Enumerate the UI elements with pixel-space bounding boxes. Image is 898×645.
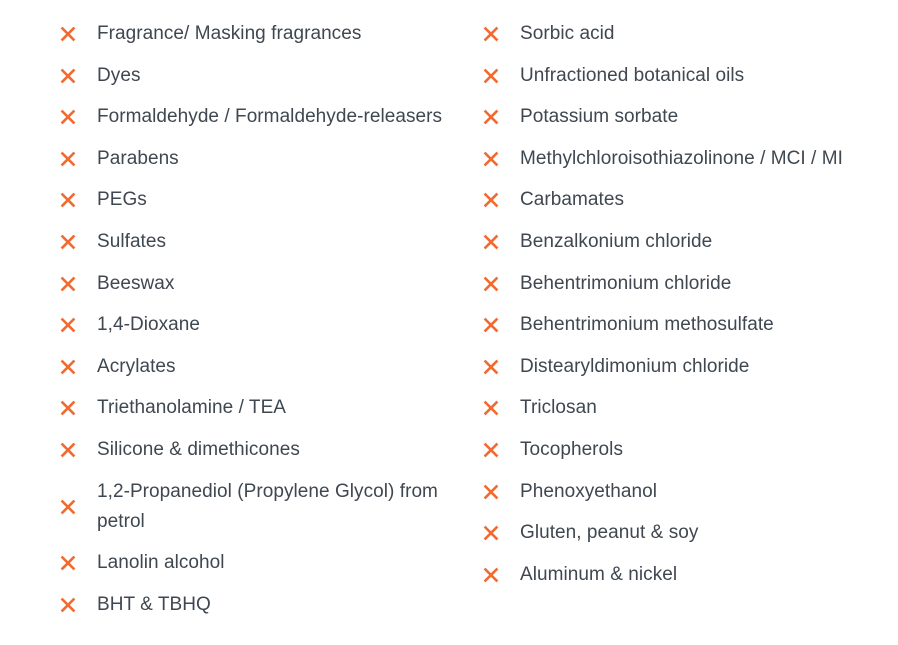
ingredient-list-item xyxy=(483,352,883,382)
ingredient-name: Triethanolamine / TEA xyxy=(97,397,287,419)
x-mark-icon xyxy=(483,442,499,458)
x-mark-icon xyxy=(483,68,499,84)
x-mark-icon xyxy=(483,484,499,500)
ingredient-list-item xyxy=(60,19,460,49)
ingredient-name: Beeswax xyxy=(97,272,175,294)
x-mark-icon xyxy=(483,525,499,541)
ingredient-name: Benzalkonium chloride xyxy=(520,230,713,252)
x-mark-icon xyxy=(483,567,499,583)
x-mark-icon xyxy=(60,26,76,42)
ingredient-name: 1,4-Dioxane xyxy=(97,314,200,336)
ingredient-name: Dyes xyxy=(97,64,141,86)
ingredient-list-item xyxy=(60,185,460,215)
x-mark-icon xyxy=(60,192,76,208)
ingredient-list-item xyxy=(483,185,883,215)
x-mark-icon xyxy=(60,555,76,571)
ingredient-name: Phenoxyethanol xyxy=(520,480,657,502)
ingredient-list-item xyxy=(60,548,460,578)
ingredient-list-item xyxy=(60,310,460,340)
ingredient-name: Unfractioned botanical oils xyxy=(520,64,745,86)
ingredient-list-item xyxy=(60,590,460,620)
x-mark-icon xyxy=(483,151,499,167)
ingredient-list-item xyxy=(483,102,883,132)
x-mark-icon xyxy=(60,109,76,125)
x-mark-icon xyxy=(60,597,76,613)
ingredient-list-item xyxy=(483,144,883,174)
x-mark-icon xyxy=(483,400,499,416)
x-mark-icon xyxy=(483,26,499,42)
ingredient-list-item xyxy=(483,310,883,340)
ingredient-name: Behentrimonium methosulfate xyxy=(520,314,774,336)
ingredient-name: Silicone & dimethicones xyxy=(97,438,300,460)
ingredient-list-item xyxy=(483,477,883,507)
x-mark-icon xyxy=(60,499,76,515)
excluded-ingredients-left-column xyxy=(60,19,460,631)
x-mark-icon xyxy=(60,359,76,375)
ingredient-name: 1,2-Propanediol (Propylene Glycol) from petrol xyxy=(97,480,438,532)
ingredient-list-item xyxy=(483,227,883,257)
ingredient-name: Behentrimonium chloride xyxy=(520,272,732,294)
ingredient-list-item xyxy=(483,560,883,590)
x-mark-icon xyxy=(60,234,76,250)
ingredient-list-item xyxy=(483,435,883,465)
ingredient-list-item xyxy=(60,61,460,91)
ingredient-list-item xyxy=(60,477,460,537)
ingredient-list-item xyxy=(483,19,883,49)
x-mark-icon xyxy=(483,317,499,333)
ingredient-name: Gluten, peanut & soy xyxy=(520,522,699,544)
ingredient-name: Formaldehyde / Formaldehyde-releasers xyxy=(97,106,443,128)
x-mark-icon xyxy=(60,68,76,84)
ingredient-name: Carbamates xyxy=(520,189,624,211)
ingredient-name: Distearyldimonium chloride xyxy=(520,355,750,377)
ingredient-list-item xyxy=(483,61,883,91)
ingredient-list-item xyxy=(60,435,460,465)
x-mark-icon xyxy=(483,234,499,250)
ingredient-list-item xyxy=(60,352,460,382)
x-mark-icon xyxy=(483,359,499,375)
ingredient-name: Methylchloroisothiazolinone / MCI / MI xyxy=(520,147,843,169)
ingredient-name: Parabens xyxy=(97,147,179,169)
x-mark-icon xyxy=(60,276,76,292)
ingredient-list-item xyxy=(60,227,460,257)
ingredient-name: Sorbic acid xyxy=(520,23,615,44)
ingredient-list-item xyxy=(60,144,460,174)
ingredient-name: Acrylates xyxy=(97,355,176,377)
x-mark-icon xyxy=(483,276,499,292)
x-mark-icon xyxy=(483,109,499,125)
ingredient-name: Tocopherols xyxy=(520,438,623,460)
ingredient-name: Triclosan xyxy=(520,397,597,419)
x-mark-icon xyxy=(483,192,499,208)
ingredient-list-item xyxy=(483,393,883,423)
x-mark-icon xyxy=(60,400,76,416)
x-mark-icon xyxy=(60,442,76,458)
ingredient-name: BHT & TBHQ xyxy=(97,593,211,615)
ingredient-list-item xyxy=(60,269,460,299)
ingredient-name: Aluminum & nickel xyxy=(520,563,678,585)
ingredient-name: Lanolin alcohol xyxy=(97,552,225,574)
ingredient-list-item xyxy=(483,518,883,548)
ingredient-name: Fragrance/ Masking fragrances xyxy=(97,23,362,44)
ingredient-list-item xyxy=(483,269,883,299)
x-mark-icon xyxy=(60,151,76,167)
ingredient-list-item xyxy=(60,393,460,423)
ingredient-list-item xyxy=(60,102,460,132)
excluded-ingredients-right-column xyxy=(483,19,883,601)
ingredient-name: PEGs xyxy=(97,189,147,211)
ingredient-name: Potassium sorbate xyxy=(520,106,679,128)
ingredient-name: Sulfates xyxy=(97,230,167,252)
x-mark-icon xyxy=(60,317,76,333)
